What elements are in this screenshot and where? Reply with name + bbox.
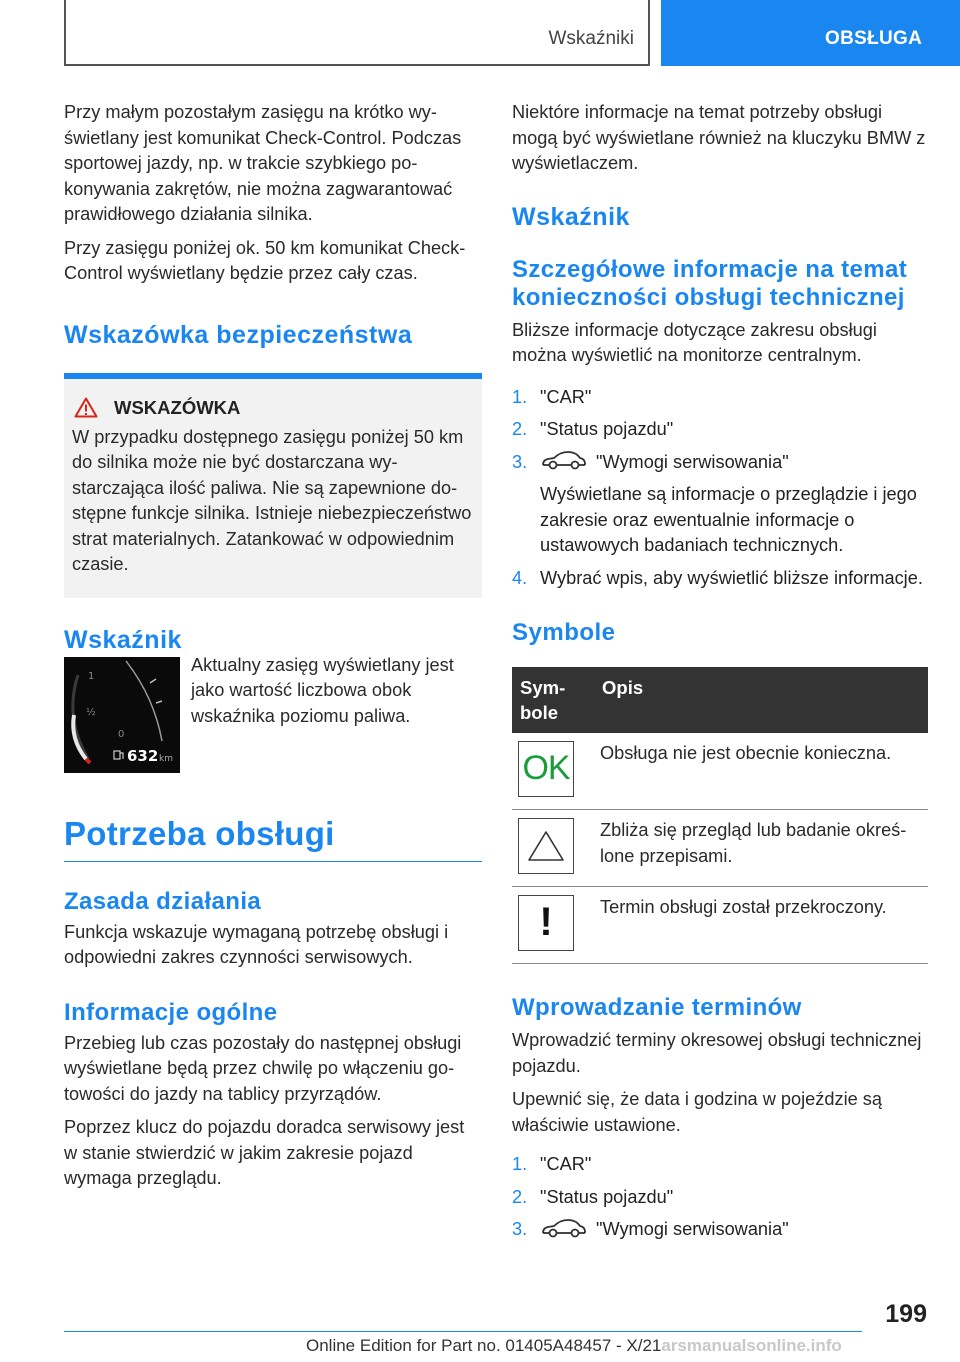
step-number: 3. — [512, 451, 528, 472]
list-item — [512, 450, 930, 559]
gauge-mark-0: 0 — [118, 728, 125, 740]
step-number: 3. — [512, 1219, 528, 1239]
table-header-symbols: Symbole — [512, 667, 594, 733]
symbols-heading: Symbole — [512, 619, 616, 646]
step-text: "CAR" — [540, 1154, 592, 1174]
general-heading: Informacje ogólne — [64, 998, 278, 1026]
table-row — [512, 887, 928, 964]
indicator-text: Aktualny zasięg wyświetlany jest jako wartość liczbowa obok wskaźnika poziomu paliwa. — [191, 654, 454, 726]
warning-title-row — [72, 397, 474, 419]
table-header-description: Opis — [594, 667, 928, 733]
service-heading-rule — [64, 861, 482, 862]
header-chapter-tab — [661, 0, 960, 66]
step-text: "Status pojazdu" — [540, 419, 674, 439]
detail-heading: Szczegółowe informacje na temat konieczności obsługi technicznej — [512, 255, 908, 311]
step-number: 2. — [512, 419, 528, 439]
principle-heading: Zasada działania — [64, 887, 262, 915]
footer-rule — [64, 1331, 862, 1332]
step-number: 1. — [512, 1154, 528, 1174]
header-chapter-label: OBSŁUGA — [825, 28, 923, 49]
exclamation-symbol-text: ! — [539, 900, 553, 945]
header-section-label: Wskaźniki — [548, 28, 634, 49]
description-cell: Obsługa nie jest obecnie konieczna. — [594, 733, 928, 810]
gauge-range-unit: km — [159, 753, 173, 764]
list-item — [512, 417, 930, 443]
step-number: 4. — [512, 567, 528, 588]
ok-icon — [518, 741, 574, 797]
gauge-range-value: 632 — [127, 746, 159, 765]
step-text: "Wymogi serwisowania" — [596, 1219, 789, 1239]
step-number: 2. — [512, 1186, 528, 1207]
table-header-row — [512, 667, 928, 733]
indicator-row — [64, 654, 482, 773]
gauge-mark-half: ½ — [86, 706, 96, 718]
footer-watermark: arsmanualsonline.info — [661, 1336, 842, 1355]
steps-list-detail — [512, 385, 930, 592]
page-number: 199 — [885, 1300, 927, 1328]
list-item — [512, 1152, 930, 1178]
symbol-cell — [512, 733, 594, 810]
car-service-icon — [540, 450, 588, 472]
warning-box — [64, 379, 482, 598]
list-item — [512, 1217, 930, 1243]
footer-edition — [306, 1336, 842, 1356]
step-body — [540, 1217, 930, 1243]
right-column — [512, 100, 930, 1250]
step-text: "CAR" — [540, 386, 592, 407]
list-item — [512, 1185, 930, 1211]
description-cell: Zbliża się przegląd lub badanie określone przepisami. — [594, 810, 928, 887]
car-service-icon — [540, 1218, 588, 1240]
ok-symbol-text: OK — [522, 749, 570, 788]
step-text: Wybrać wpis, aby wyświetlić bliższe informacje. — [540, 567, 923, 588]
paragraph-low-range: Przy małym pozostałym zasięgu na krótko wyświetlany jest komunikat Check-Control. Podczas sportowej jazdy, np. w trakcie szybkiego pokonywania zakrętów, nie można zagwarantować prawidłowego działania silnika. — [64, 102, 462, 224]
warning-title: WSKAZÓWKA — [114, 396, 241, 418]
safety-heading: Wskazówka bezpieczeństwa — [64, 320, 413, 349]
step-text: "Status pojazdu" — [540, 1186, 674, 1207]
dates-heading: Wprowadzanie terminów — [512, 994, 802, 1021]
paragraph-below-50km: Przy zasięgu poniżej ok. 50 km komunikat Check-Control wyświetlany będzie przez cały czas. — [64, 237, 466, 283]
step-subtext: Wyświetlane są informacje o przeglądzie i jego zakresie oraz ewentualnie informacje o ustawowych badaniach technicznych. — [540, 484, 917, 555]
step-text: "Wymogi serwisowania" — [596, 451, 789, 472]
fuel-gauge-image — [64, 657, 180, 773]
warning-text: W przypadku dostępnego zasięgu poniżej 50 km do silnika może nie być dostarczana wystarczająca ilość paliwa. Nie są zapewnione dostępne funkcje silnika. Istnieje niebezpieczeństwo strat materialnych. Zatankować w odpowiednim czasie. — [72, 426, 472, 574]
header-section-tab — [64, 0, 650, 66]
indicator-heading-right: Wskaźnik — [512, 202, 630, 231]
detail-text: Bliższe informacje dotyczące zakresu obsługi można wyświetlić na monitorze centralnym. — [512, 319, 877, 365]
left-column — [64, 100, 482, 1200]
indicator-heading-left: Wskaźnik — [64, 625, 182, 654]
dates-paragraph-2: Upewnić się, że data i godzina w pojeździe są właściwie ustawione. — [512, 1089, 883, 1135]
symbols-table — [512, 667, 928, 964]
paragraph-key-display: Niektóre informacje na temat potrzeby obsługi mogą być wyświetlane również na kluczyku BMW z wyświetlaczem. — [512, 102, 926, 173]
steps-list-dates — [512, 1152, 930, 1243]
step-body — [540, 450, 930, 559]
warning-triangle-icon — [74, 397, 98, 418]
exclamation-icon — [518, 895, 574, 951]
step-number: 1. — [512, 386, 528, 407]
dates-paragraph-1: Wprowadzić terminy okresowej obsługi technicznej pojazdu. — [512, 1030, 922, 1076]
general-paragraph-1: Przebieg lub czas pozostały do następnej obsługi wyświetlane będą przez chwilę po włączeniu gotowości do jazdy na tablicy przyrządów. — [64, 1032, 462, 1104]
table-row — [512, 733, 928, 810]
symbol-cell — [512, 810, 594, 887]
footer-edition-text: Online Edition for Part no. 01405A48457 - X/21 — [306, 1336, 662, 1355]
warning-block — [64, 373, 482, 598]
gauge-mark-1: 1 — [88, 670, 95, 682]
general-paragraph-2: Poprzez klucz do pojazdu doradca serwisowy jest w stanie stwierdzić w jakim zakresie pojazd wymaga przeglądu. — [64, 1117, 465, 1188]
service-triangle-icon — [518, 818, 574, 874]
list-item — [512, 385, 930, 411]
service-heading: Potrzeba obsługi — [64, 814, 335, 852]
principle-text: Funkcja wskazuje wymaganą potrzebę obsługi i odpowiedni zakres czynności serwisowych. — [64, 921, 449, 967]
table-row — [512, 810, 928, 887]
description-cell: Termin obsługi został przekroczony. — [594, 887, 928, 964]
list-item — [512, 566, 930, 592]
symbol-cell — [512, 887, 594, 964]
